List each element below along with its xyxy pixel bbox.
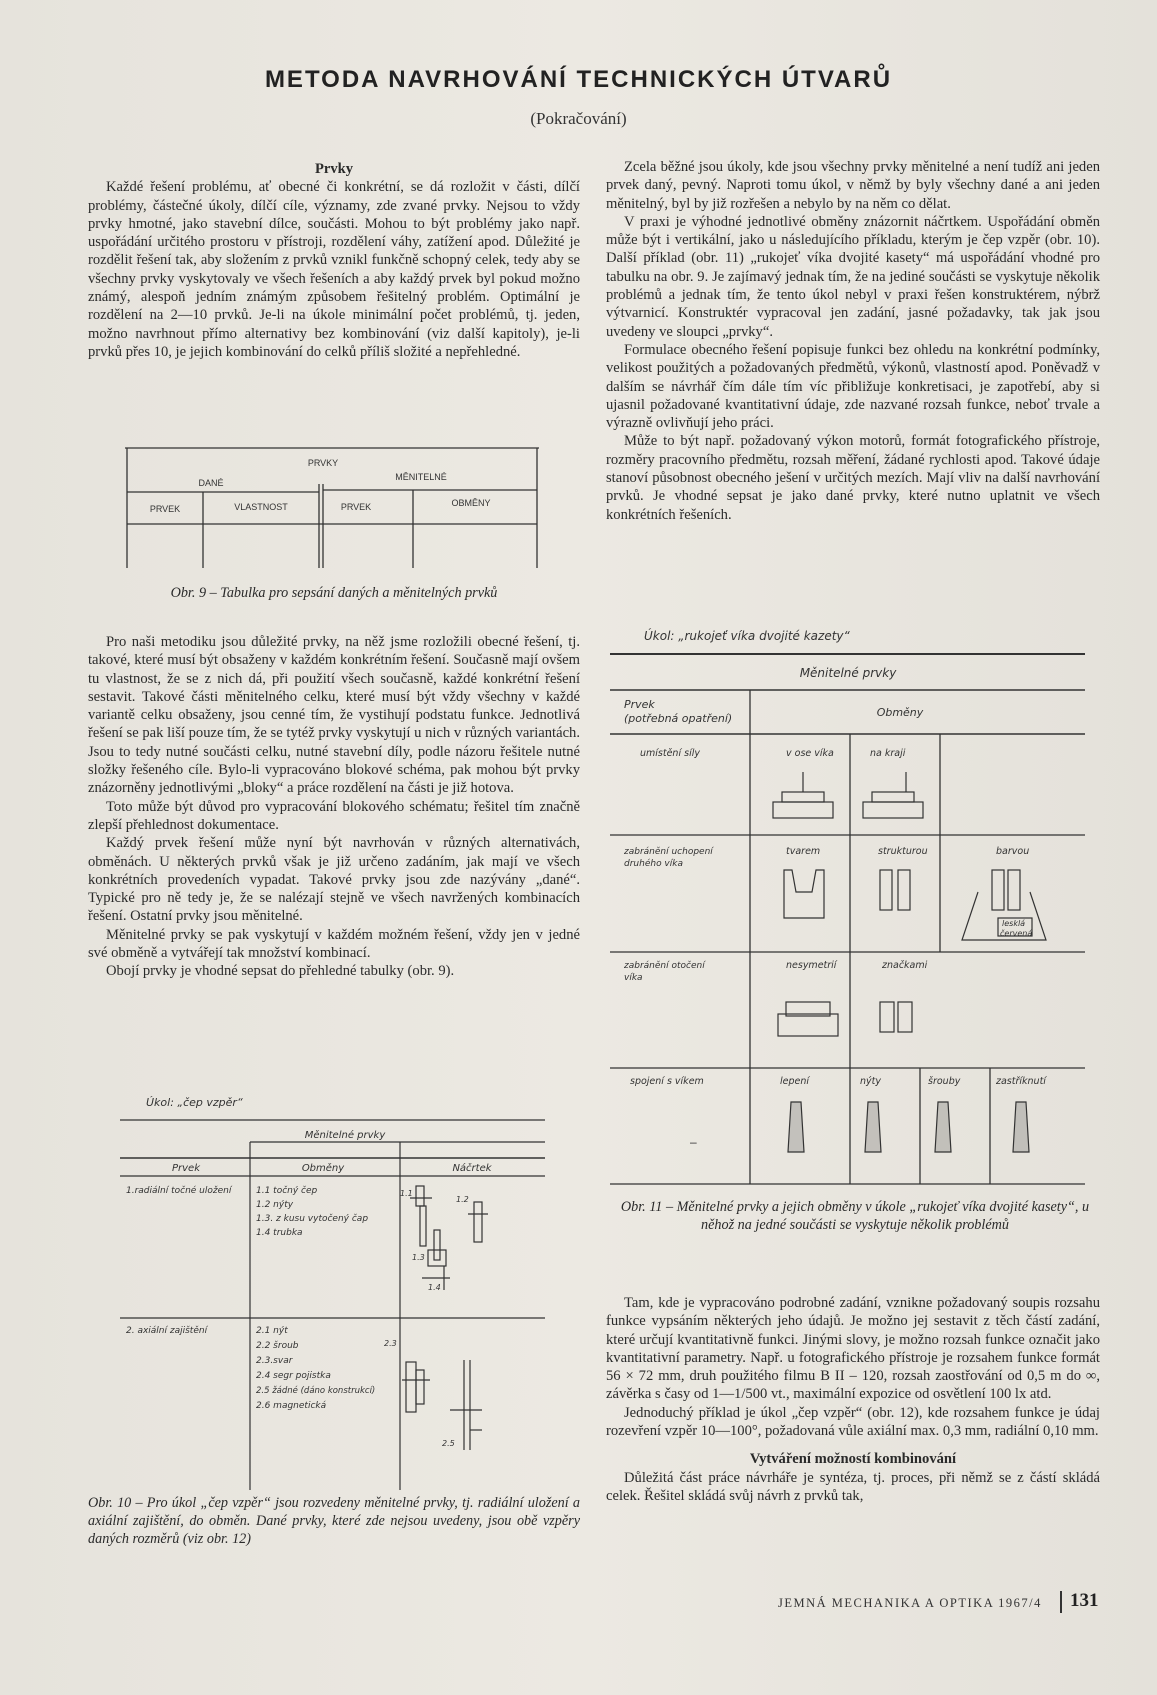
fig10-sketch-label: 2.3 [384,1339,397,1348]
fig10-col-obmeny: Obměny [301,1163,345,1174]
fig10-row2-item: 2.5 žádné (dáno konstrukcí) [256,1386,376,1396]
fig10-row2-item: 2.4 segr pojistka [256,1371,331,1381]
right-column-bottom [606,1294,1100,1505]
fig11-col-prvek-sub: (potřebná opatření) [624,712,733,725]
paragraph: Obojí prvky je vhodné sepsat do přehledné tabulky (obr. 9). [106,963,455,980]
fig10-row2-item: 2.1 nýt [256,1326,288,1336]
left-column-top [88,160,580,361]
figure-11-table [610,622,1090,1186]
fig11-row4-sketches [788,1102,1029,1152]
paragraph: Každé řešení problému, ať obecné či konkrétní, se dá rozložit v části, dílčí problémy, částečné úkoly, dílčí cíle, významy, zde zvané prvky. Nejsou to vždy prvky hmotné, jako stavební dílce, součásti. Mohou to být problémy jako např. uspořádání určitého prostoru v přístroji, rozdělení váhy, zatížení apod. Důležité je rozdělit řešení tak, aby složením z prvků vznikl funkčně schopný celek, tedy aby se všechny prvky vyskytovaly ve všech řešeních a aby každý prvek byl pokud možno známý, alespoň jedním známým způsobem řešitelný problém. Optimální je rozdělení na 2—10 prvků. Je-li na úkole minimální počet problémů, tj. jeden, možno navrhnout přímo alternativy bez kombinování (viz další kapitoly), je-li prvků přes 10, je jejich kombinování do celků příliš složité a nepřehledné. [88,179,580,360]
paragraph: Jednoduchý příklad je úkol „čep vzpěr“ (obr. 12), kde rozsahem funkce je údaj rozevření vzpěr 10—100°, požadovaná vůle axiální max. 0,3 mm, radiální 0,10 mm. [606,1404,1100,1440]
fig11-row1-label: umístění síly [640,748,700,759]
paragraph: Měnitelné prvky se pak vyskytují v každém možném řešení, vždy jen v jedné své obměně a vytvářejí tak množství kombinací. [88,926,580,962]
fig9-vlastnost: VLASTNOST [234,502,288,512]
fig11-row4-dash: – [690,1135,697,1149]
figure-9-table [125,444,545,568]
fig10-row2-item: 2.6 magnetická [256,1401,327,1411]
fig10-row1-item: 1.4 trubka [256,1228,303,1238]
left-column-middle [88,633,580,981]
fig9-prvek-2: PRVEK [340,502,372,512]
figure-9-caption: Obr. 9 – Tabulka pro sepsání daných a měnitelných prvků [170,585,498,601]
journal-footer: JEMNÁ MECHANIKA A OPTIKA 1967/4 [778,1596,1042,1610]
fig10-task: Úkol: „čep vzpěr“ [146,1096,243,1109]
fig11-row1-sketches [773,772,923,818]
fig10-col-prvek: Prvek [171,1163,201,1174]
fig10-sketches-row1 [410,1186,488,1290]
fig9-dane: DANÉ [198,478,224,488]
paragraph: V praxi je výhodné jednotlivé obměny znázornit náčrtkem. Uspořádání obměn může být i vertikální, jako u následujícího příkladu, kterým je čep vzpěr (obr. 10). Další příklad (obr. 11) „rukojeť víka dvojité kasety“ má uspořádání vhodné pro tabulku na obr. 9. Je zajímavý jednak tím, že na jediné součásti se vyskytuje několik problémů a jednak tím, že tento úkol nebyl v praxi řešen konstruktérem, nýbrž výtvarnicí. Konstruktér vypracoval jen zadání, jasné požadavky, tak jak jsou uvedeny ve sloupci „prvky“. [606,213,1100,340]
fig11-row3-label-2: víka [624,973,643,983]
article-subtitle: (Pokračování) [530,109,627,128]
fig10-row1-label: 1.radiální točné uložení [126,1186,232,1196]
article-title: METODA NAVRHOVÁNÍ TECHNICKÝCH ÚTVARŮ [264,66,893,93]
fig11-col-obmeny: Obměny [876,706,924,719]
fig10-sketch-label: 2.5 [442,1439,455,1448]
section-heading-kombinovani: Vytváření možností kombinování [749,1451,957,1468]
fig10-row2-item: 2.3.svar [256,1356,293,1366]
fig11-row2-label: zabránění uchopení [624,847,713,857]
fig10-row1-item: 1.2 nýty [256,1200,294,1210]
fig11-row3-sketches [778,1002,912,1036]
fig11-menitelne: Měnitelné prvky [799,666,897,680]
fig11-row4-a3: šrouby [928,1076,961,1087]
right-column-top [606,158,1100,524]
fig10-sketch-label: 1.3 [412,1253,425,1262]
fig9-obmeny: OBMĚNY [451,498,491,508]
paragraph: Každý prvek řešení může nyní být navrhován v různých alternativách, obměnách. U některých prvků však je již určeno zadáním, jak mají ve všech konkrétních provedeních vypadat. Takové prvky jsou zde nazývány „dané“. Typické pro ně tedy je, že se nalézají stejně ve všech navržených kombinacích řešení. Ostatní prvky jsou měnitelné. [88,835,580,925]
fig10-sketch-label: 1.4 [428,1283,441,1292]
paragraph: Toto může být důvod pro vypracování blokového schématu; řešitel tím značně zlepší přehlednost dokumentace. [88,798,580,833]
figure-10-table [120,1090,550,1490]
fig11-row2-a2: strukturou [878,846,928,857]
fig10-sketch-label: 1.1 [400,1189,413,1198]
fig10-sketches-row2 [402,1360,482,1450]
paragraph: Pro naši metodiku jsou důležité prvky, na něž jsme rozložili obecné řešení, tj. takové, které musí být obsaženy v každém konkrétním řešení. Současně mají ovšem tu vlastnost, že se z nich dá, při použití všech současně, každé konkrétní řešení sestavit. Takové části měnitelného celku, které musí být vždy všechny v každé variantě celku obsaženy, jsou cenné tím, že vystihují podstatu funkce. Jednotlivá řešení se pak liší pouze tím, že se tytéž prvky vyskytují u nich v různých variantách. Jsou to tedy nutné součásti celku, nutné stavební díly, podle názoru řešitele nutné složky řešeného cíle. Bylo-li vypracováno blokové schéma, pak mohou být prvky znázorněny jednotlivými „bloky“ a práce rozdělení na části je již hotova. [88,634,580,797]
fig10-row2-label: 2. axiální zajištění [126,1326,208,1336]
fig10-row1-item: 1.3. z kusu vytočený čap [256,1214,369,1224]
fig11-row3-a2: značkami [882,960,928,971]
fig10-row2-item: 2.2 šroub [256,1341,299,1351]
fig10-menitelne: Měnitelné prvky [304,1130,386,1141]
fig11-row4-a1: lepení [780,1076,810,1087]
page-number: 131 [1070,1590,1099,1611]
fig11-row3-label: zabránění otočení [624,961,705,971]
fig11-row4-label: spojení s víkem [630,1076,704,1087]
fig11-col-prvek: Prvek [624,698,655,711]
footer-divider [1060,1591,1062,1613]
section-heading-prvky: Prvky [314,161,354,177]
paragraph: Může to být např. požadovaný výkon motorů, formát fotografického přístroje, rozměry pracovního předmětu, rozsah měření, žádané rychlosti apod. Takové údaje stanoví působnost obecného ješení v určitých mezích. Mají vliv na další navrhování prvků. Je vhodné sepsat je jako dané prvky, které nutno uplatnit ve všech konkrétních řešeních. [606,433,1100,523]
fig11-row2-note2: červená [1000,929,1033,938]
fig9-prvek-1: PRVEK [149,504,181,514]
paragraph: Zcela běžné jsou úkoly, kde jsou všechny prvky měnitelné a není tudíž ani jeden prvek daný, pevný. Naproti tomu úkol, v němž by byly všechny dané a ani jeden měnitelný, byl by již rozřešen a nebylo by na něm co dělat. [606,159,1100,212]
paragraph: Tam, kde je vypracováno podrobné zadání, vznikne požadovaný soupis rozsahu funkce vypsáním některých jeho údajů. Je možno jej sestavit z těch částí zadání, které určují kvantitativně funkci. Jinými slovy, je možno rozsah funkce označit jako kvantitativní parametry. Např. u fotografického přístroje je rozsahem funkce formát 56 × 72 mm, druh použitého filmu B II – 120, rozsah zaostřování od 0,5 m do ∞, závěrka s časy od 1—1/500 vt., maximální expozice od osvětlení 100 lx atd. [606,1295,1100,1403]
fig11-row2-note1: lesklá [1002,919,1026,928]
fig10-sketch-label: 1.2 [456,1195,469,1204]
fig11-row1-a: v ose víka [786,748,834,759]
paragraph: Formulace obecného řešení popisuje funkci bez ohledu na konkrétní podmínky, velikost použitých a požadovaných předmětů, výkonů, vlastností apod. Poněvadž v dalším se návrhář čím dále tím víc přibližuje konkretisaci, je zapotřebí, aby si ujasnil požadované kvantitativní údaje, zde nazvané rozsah funkce, neboť trvale a výrazně ovlivňují jeho práci. [606,341,1100,432]
fig10-row1-item: 1.1 točný čep [256,1186,318,1196]
fig11-row4-a4: zastříknutí [996,1076,1046,1087]
paragraph: Důležitá část práce návrháře je syntéza, tj. proces, při němž se z částí skládá celek. Řešitel skládá svůj návrh z prvků tak, [606,1469,1100,1504]
fig11-row3-a1: nesymetrií [786,960,837,971]
fig9-prvky: PRVKY [307,458,339,468]
fig11-row2-label-2: druhého víka [624,859,683,869]
figure-11-caption: Obr. 11 – Měnitelné prvky a jejich obměny v úkole „rukojeť víka dvojité kasety“, u něhož na jedné součásti se vyskytuje několik problémů [620,1199,1090,1233]
fig10-col-nacrtek: Náčrtek [452,1163,492,1174]
fig11-row2-a3: barvou [996,846,1030,857]
fig11-row4-a2: nýty [860,1076,881,1087]
fig9-menitelne: MĚNITELNÉ [395,472,447,482]
fig11-row1-b: na kraji [870,748,906,759]
fig11-task: Úkol: „rukojeť víka dvojité kazety“ [644,629,850,643]
fig11-row2-a1: tvarem [786,846,821,857]
figure-10-caption: Obr. 10 – Pro úkol „čep vzpěr“ jsou rozvedeny měnitelné prvky, tj. radiální uložení a axiální zajištění, do obměn. Dané prvky, které zde nejsou uvedeny, jsou obě vzpěry daných rozměrů (viz obr. 12) [88,1495,580,1547]
